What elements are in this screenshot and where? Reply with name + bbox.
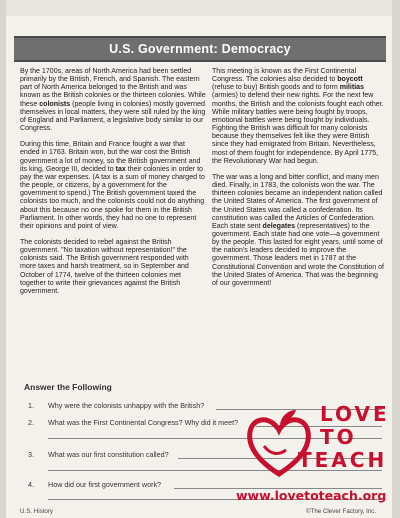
love-to-teach-watermark [236, 400, 390, 508]
column-right [212, 68, 384, 296]
logo-text-teach: TEACH [298, 448, 388, 472]
paragraph: By the 1700s, areas of North America had been settled primarily by the British, French, and Spanish. The eastern part of North America belonged to the British and was known as the British colonies or the thirteen colonies. While these colonists (people living in colonies) mostly governed themselves in local matters, they were still ruled by the king of England and Parliament, a legislative body similar to our Congress. [20, 68, 206, 133]
paragraph: This meeting is known as the First Continental Congress. The colonies also decided to boycott (refuse to buy) British goods and to form militias (armies) to defend their new rights. For the next few months, the British and the colonists fought each other. While military battles were being fought by troops, emotional battles were being fought by individuals. Fighting the British was difficult for many colonists because they themselves felt like they were British since they had emigrated from Britain. Nevertheless, most of them fought for independence. By April 1775, the Revolutionary War had begun. [212, 68, 384, 165]
paragraph: During this time, Britain and France fought a war that ended in 1763. Britain won, but the war cost the British government a lot of money, so the British government and its king, George III, decided to tax their colonies in order to pay the war expenses. (A tax is a sum of money charged to the people, or citizens, by a government for the government to spend.) The British government taxed the colonists too much, and the colonists could not do anything about this because no one spoke for them in the British Parliament. In other words, they had no one to represent their opinions and point of view. [20, 141, 205, 230]
footer-right: ©The Clever Factory, Inc. [306, 508, 377, 515]
page-title: U.S. Government: Democracy [109, 42, 291, 56]
column-left [20, 68, 206, 304]
question-4: 4. How did our first government work? [28, 480, 162, 489]
worksheet-page [6, 0, 392, 518]
paragraph: The war was a long and bitter conflict, and many men died. Finally, in 1783, the colonists won the war. The thirteen colonies became an independent nation called the United States of America. The first government of the United States was called a confederation. Its constitution was called the Articles of Confederation. Each state sent delegates (representatives) to the government. Each state had one vote—a government by the people. This lasted for eight years, until some of the nation's leaders decided to improve the government. Those leaders met in 1787 at the Constitutional Convention and wrote the Constitution of the United States of America. That was the beginning of our government! [212, 173, 384, 287]
paragraph: The colonists decided to rebel against the British government. "No taxation without representation!" the colonists said. The British government responded with more taxes and harsh treatment, so in September and October of 1774, twelve of the thirteen colonies met together to write their grievances against the British government. [20, 238, 189, 295]
question-2: 2. What was the First Continental Congress? Why did it meet? [28, 418, 239, 427]
answer-heading: Answer the Following [24, 382, 112, 392]
watermark-url: www.lovetoteach.org [236, 488, 387, 503]
question-1: 1. Why were the colonists unhappy with the British? [28, 401, 205, 410]
title-bar [14, 36, 386, 62]
logo-text-to: TO [320, 425, 357, 449]
logo-text-love: LOVE [320, 402, 390, 426]
footer-left: U.S. History [20, 508, 54, 515]
question-3: 3. What was our first constitution called? [28, 450, 169, 459]
top-band [6, 0, 392, 16]
